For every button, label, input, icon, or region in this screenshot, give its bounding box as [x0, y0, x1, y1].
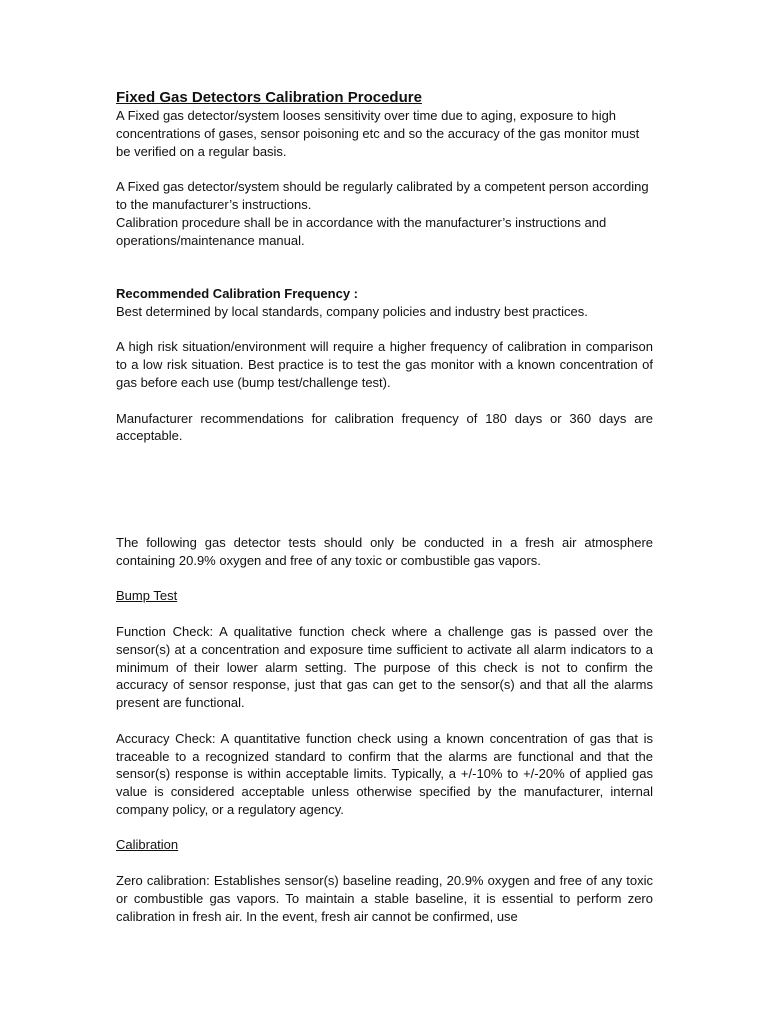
document-page	[116, 88, 653, 925]
spacer	[116, 712, 653, 730]
spacer	[116, 570, 653, 588]
fresh-air-paragraph: The following gas detector tests should only be conducted in a fresh air atmosphere containing 20.9% oxygen and free of any toxic or combustible gas vapors.	[116, 534, 653, 568]
spacer	[116, 605, 653, 623]
spacer	[116, 160, 653, 178]
high-risk-paragraph: A high risk situation/environment will require a higher frequency of calibration in comparison to a low risk situation. Best practice is to test the gas monitor with a known concentration of gas before each use (bump test/challenge test).	[116, 339, 653, 390]
document-title: Fixed Gas Detectors Calibration Procedure	[116, 89, 422, 106]
spacer	[116, 854, 653, 872]
accuracy-check-paragraph: Accuracy Check: A quantitative function check using a known concentration of gas that is traceable to a recognized standard to confirm that the alarms are functional and that the sensor(s) response is within acceptable limits. Typically, a +/-10% to +/-20% of applied gas value is considered acceptable unless otherwise specified by the manufacturer, internal company policy, or a regulatory agency.	[116, 730, 653, 817]
zero-calibration-paragraph: Zero calibration: Establishes sensor(s) baseline reading, 20.9% oxygen and free of any toxic or combustible gas vapors. To maintain a stable baseline, it is essential to perform zero calibration in fresh air. In the event, fresh air cannot be confirmed, use	[116, 873, 653, 924]
function-check-paragraph: Function Check: A qualitative function check where a challenge gas is passed over the sensor(s) at a concentration and exposure time sufficient to activate all alarm indicators to a minimum of their lower alarm setting. The purpose of this check is not to confirm the accuracy of sensor response, just that gas can get to the sensor(s) and that all the alarms present are functional.	[116, 623, 653, 711]
bump-test-heading: Bump Test	[116, 588, 178, 604]
frequency-paragraph: Best determined by local standards, company policies and industry best practices.	[116, 303, 588, 319]
spacer	[116, 392, 653, 410]
calibration-competent-paragraph: A Fixed gas detector/system should be regularly calibrated by a competent person according to the manufacturer’s instructions.	[116, 179, 649, 212]
intro-paragraph: A Fixed gas detector/system looses sensitivity over time due to aging, exposure to high concentrations of gases, sensor poisoning etc and so the accuracy of the gas monitor must be verified on a regular basis.	[116, 108, 640, 159]
manufacturer-recommendation-paragraph: Manufacturer recommendations for calibration frequency of 180 days or 360 days are acceptable.	[116, 410, 653, 444]
spacer	[116, 321, 653, 339]
spacer	[116, 445, 653, 516]
calibration-heading: Calibration	[116, 837, 179, 853]
spacer	[116, 819, 653, 837]
spacer	[116, 249, 653, 285]
calibration-procedure-paragraph: Calibration procedure shall be in accordance with the manufacturer’s instructions and operations/maintenance manual.	[116, 214, 607, 248]
spacer	[116, 516, 653, 534]
frequency-heading: Recommended Calibration Frequency :	[116, 285, 358, 301]
